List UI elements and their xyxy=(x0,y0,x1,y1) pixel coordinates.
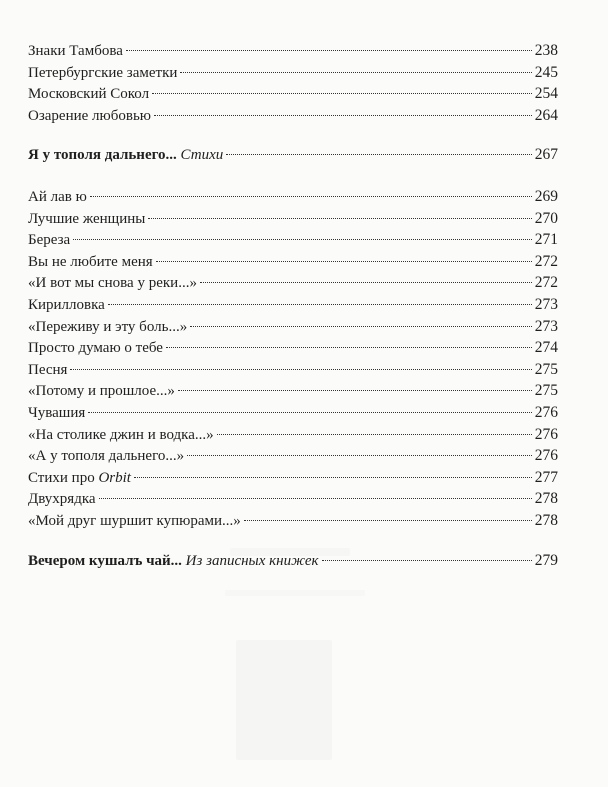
toc-entry xyxy=(28,251,558,273)
toc-entry-title: «А у тополя дальнего...» xyxy=(28,448,185,465)
dot-leader xyxy=(99,498,532,499)
toc-entry-page: 276 xyxy=(534,447,558,465)
dot-leader xyxy=(126,50,532,51)
toc-entry-title: Лучшие женщины xyxy=(28,210,146,227)
toc-entry-page: 270 xyxy=(534,209,558,227)
toc-entry-title: Московский Сокол xyxy=(28,86,150,103)
dot-leader xyxy=(156,261,532,262)
toc-entry-title: Петербургские заметки xyxy=(28,64,178,81)
toc-entry-title: Двухрядка xyxy=(28,491,96,508)
toc-entry-page: 272 xyxy=(534,252,558,270)
dot-leader xyxy=(152,93,532,94)
toc-entry-page: 273 xyxy=(534,317,558,335)
toc-entry-page: 276 xyxy=(534,403,558,421)
toc-entry xyxy=(28,186,558,208)
toc-entry-title: Песня xyxy=(28,361,68,378)
toc-entry-page: 275 xyxy=(534,360,558,378)
toc-entry-page: 269 xyxy=(534,187,558,205)
toc-entry-title: Береза xyxy=(28,232,71,249)
toc-entry-title-text: Стихи про xyxy=(28,469,99,486)
toc-entry xyxy=(28,488,558,510)
toc-entry-page: 275 xyxy=(534,382,558,400)
toc-entry xyxy=(28,424,558,446)
dot-leader xyxy=(322,560,532,561)
dot-leader xyxy=(88,412,531,413)
toc-entry xyxy=(28,337,558,359)
toc-entry-page: 274 xyxy=(534,339,558,357)
toc-entry xyxy=(28,380,558,402)
toc-section-heading xyxy=(28,550,558,572)
section-title-bold: Вечером кушалъ чай... xyxy=(28,553,182,570)
toc-entry-page: 271 xyxy=(534,231,558,249)
toc-entry-page: 278 xyxy=(534,490,558,508)
dot-leader xyxy=(166,347,532,348)
toc-entry xyxy=(28,359,558,381)
dot-leader xyxy=(244,520,532,521)
dot-leader xyxy=(73,239,532,240)
toc-entry xyxy=(28,510,558,532)
toc-entry-title: Просто думаю о тебе xyxy=(28,340,163,357)
toc-entry-title: Знаки Тамбова xyxy=(28,43,123,59)
dot-leader xyxy=(108,304,532,305)
dot-leader xyxy=(226,154,531,155)
bleed-through-mark xyxy=(225,590,365,596)
toc-entry xyxy=(28,294,558,316)
section-title-bold: Я у тополя дальнего... xyxy=(28,147,177,164)
dot-leader xyxy=(180,72,531,73)
toc-entry xyxy=(28,316,558,338)
dot-leader xyxy=(190,326,532,327)
toc-entry-page: 278 xyxy=(534,511,558,529)
section-title-italic: Стихи xyxy=(180,147,224,164)
toc-entry xyxy=(28,62,558,84)
toc-entry xyxy=(28,272,558,294)
toc-entry xyxy=(28,402,558,424)
toc-entry-title-italic: Orbit xyxy=(98,469,131,486)
toc-entry-title: «На столике джин и водка...» xyxy=(28,426,214,443)
toc-entry-page: 277 xyxy=(534,468,558,486)
toc-entry-title: «И вот мы снова у реки...» xyxy=(28,275,197,292)
toc-section-title xyxy=(28,551,319,573)
toc-entry-title: Чувашия xyxy=(28,404,86,421)
toc-entry-title: Озарение любовью xyxy=(28,107,151,124)
toc-entry-page: 238 xyxy=(534,42,558,59)
toc-entry-page: 272 xyxy=(534,274,558,292)
toc-entry xyxy=(28,83,558,105)
toc-entry-page: 264 xyxy=(534,106,558,124)
dot-leader xyxy=(148,218,531,219)
toc-entry-page: 254 xyxy=(534,85,558,103)
dot-leader xyxy=(178,390,532,391)
toc-entry xyxy=(28,105,558,127)
dot-leader xyxy=(134,477,532,478)
toc-entry-title: «Переживу и эту боль...» xyxy=(28,318,188,335)
table-of-contents xyxy=(28,40,558,572)
toc-entry xyxy=(28,40,558,62)
section-title-italic: Из записных книжек xyxy=(185,553,319,570)
toc-section-page: 267 xyxy=(534,146,558,164)
toc-entry-page: 273 xyxy=(534,295,558,313)
dot-leader xyxy=(90,196,532,197)
toc-entry-title: «Потому и прошлое...» xyxy=(28,383,175,400)
toc-section-page: 279 xyxy=(534,552,558,570)
toc-entry xyxy=(28,467,558,489)
toc-entry xyxy=(28,208,558,230)
toc-entry-title xyxy=(28,468,131,490)
toc-entry-page: 276 xyxy=(534,425,558,443)
dot-leader xyxy=(200,282,532,283)
toc-section-heading xyxy=(28,144,558,166)
toc-entry xyxy=(28,229,558,251)
bleed-through-mark xyxy=(236,640,332,760)
dot-leader xyxy=(187,455,532,456)
toc-entry-title: Вы не любите меня xyxy=(28,253,153,270)
dot-leader xyxy=(217,434,532,435)
toc-section-title xyxy=(28,145,223,167)
dot-leader xyxy=(70,369,531,370)
toc-entry xyxy=(28,445,558,467)
toc-entry-title: Кирилловка xyxy=(28,296,105,313)
dot-leader xyxy=(154,115,532,116)
toc-entry-title: Ай лав ю xyxy=(28,188,87,205)
toc-entry-title: «Мой друг шуршит купюрами...» xyxy=(28,512,241,529)
toc-entry-page: 245 xyxy=(534,63,558,81)
